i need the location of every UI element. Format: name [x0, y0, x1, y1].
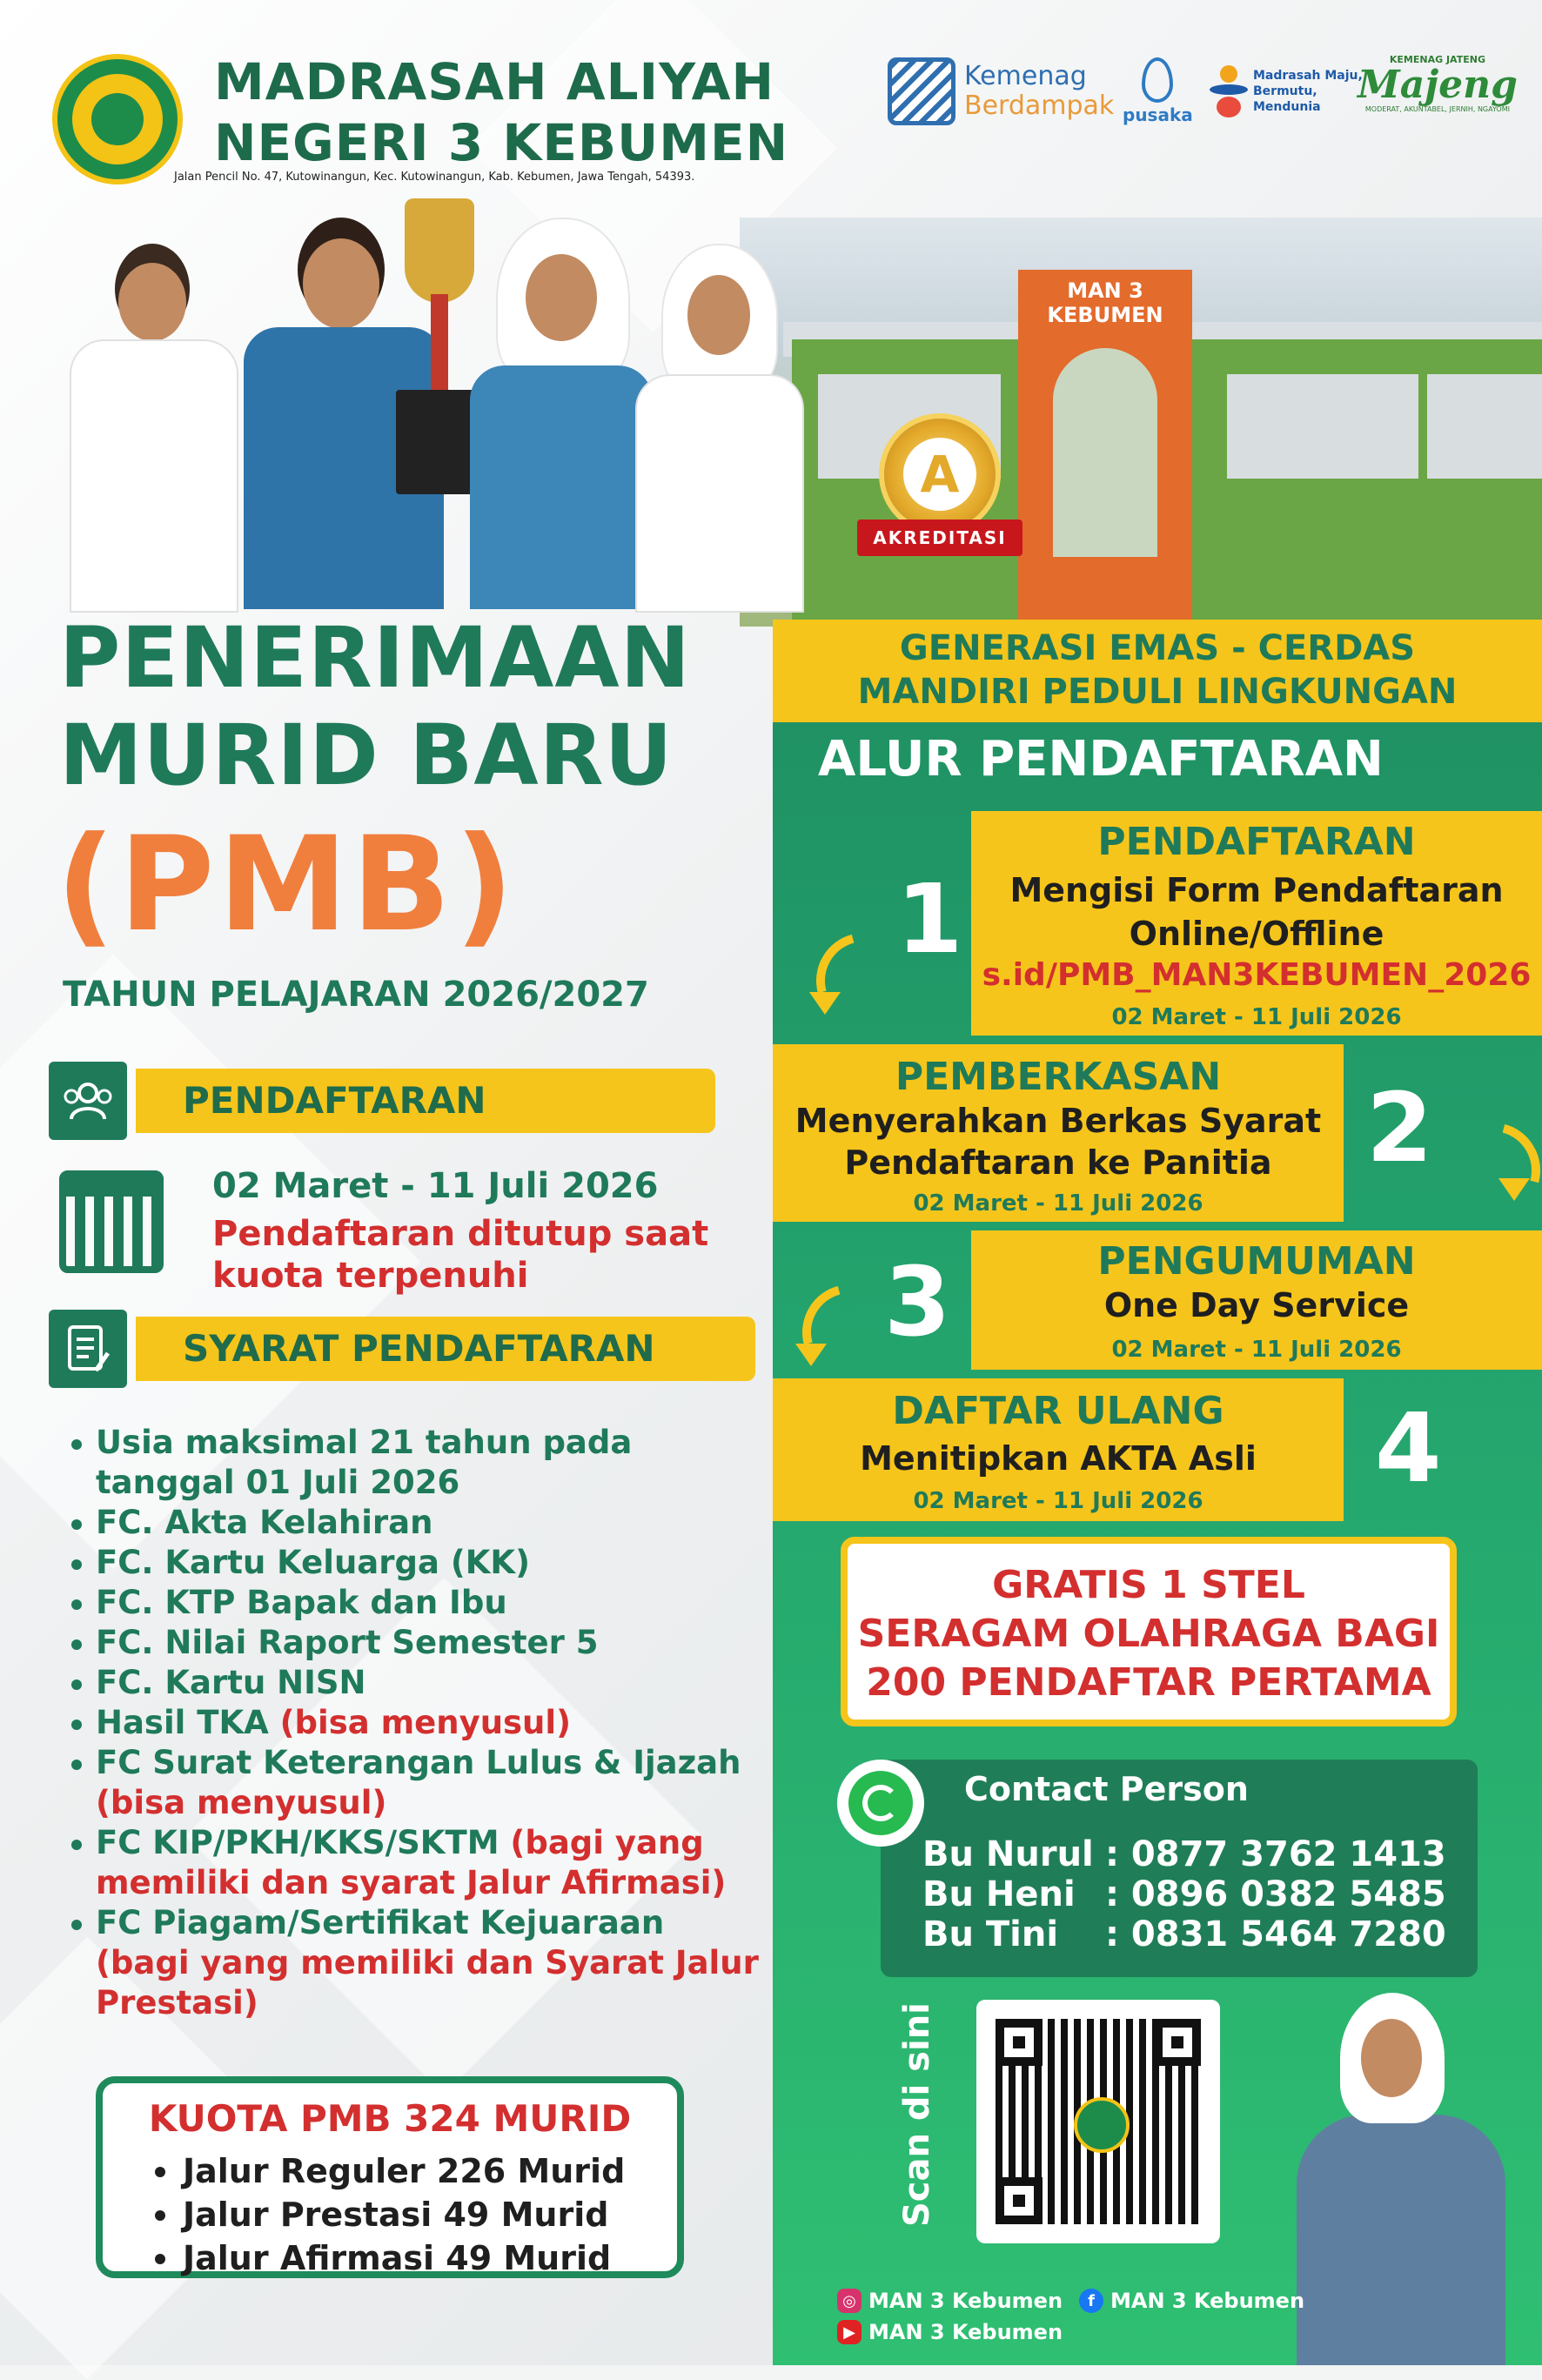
step-date: 02 Maret - 11 Juli 2026	[913, 1190, 1203, 1217]
youtube-link[interactable]	[837, 2320, 1063, 2344]
tagline-line2: MANDIRI PEDULI LINGKUNGAN	[857, 672, 1458, 712]
school-address: Jalan Pencil No. 47, Kutowinangun, Kec. Kutowinangun, Kab. Kebumen, Jawa Tengah, 54393.	[174, 171, 695, 184]
arrowhead-icon	[795, 1344, 827, 1366]
instagram-handle: MAN 3 Kebumen	[868, 2289, 1063, 2313]
list-item: FC. Kartu Keluarga (KK)	[70, 1543, 766, 1583]
step-description: Menyerahkan Berkas Syarat Pendaftaran ke Panitia	[794, 1102, 1322, 1182]
arrowhead-icon	[809, 992, 841, 1015]
accreditation-badge	[857, 413, 1022, 587]
list-item: Jalur Reguler 226 Murid	[155, 2149, 625, 2193]
list-item: Hasil TKA (bisa menyusul)	[70, 1703, 766, 1743]
list-item: FC. KTP Bapak dan Ibu	[70, 1583, 766, 1623]
list-item: FC. Kartu NISN	[70, 1663, 766, 1703]
step-title: PEMBERKASAN	[895, 1055, 1222, 1099]
instagram-icon: ◎	[837, 2289, 862, 2313]
promo-box	[841, 1537, 1457, 1726]
accreditation-ribbon: AKREDITASI	[857, 520, 1022, 556]
contact-phone: : 0877 3762 1413	[1105, 1834, 1446, 1874]
majeng-word: Majeng	[1358, 63, 1518, 107]
majeng-top-text: KEMENAG JATENG	[1389, 54, 1485, 65]
main-title-pmb: (PMB)	[56, 809, 518, 961]
promo-line2: SERAGAM OLAHRAGA BAGI	[857, 1612, 1440, 1656]
school-name-line2: NEGERI 3 KEBUMEN	[214, 113, 789, 172]
people-icon	[49, 1062, 127, 1140]
requirements-list	[70, 1423, 766, 2023]
list-item: Jalur Prestasi 49 Murid	[155, 2193, 625, 2236]
flow-step-3	[971, 1230, 1542, 1370]
flow-title: ALUR PENDAFTARAN	[818, 731, 1384, 788]
kemenag-icon	[888, 57, 955, 125]
registration-note: Pendaftaran ditutup saat kuota terpenuhi	[212, 1214, 709, 1296]
facebook-icon: f	[1079, 2289, 1103, 2313]
flow-step-2	[773, 1044, 1344, 1222]
kemenag-berdampak-logo	[888, 54, 1114, 129]
arrowhead-icon	[1498, 1178, 1530, 1201]
quota-list	[155, 2149, 625, 2280]
step-number-3: 3	[884, 1246, 951, 1358]
quota-box	[96, 2076, 684, 2278]
list-item: FC Surat Keterangan Lulus & Ijazah (bisa menyusul)	[70, 1743, 766, 1823]
scan-label: Scan di sini	[897, 2002, 937, 2227]
instagram-link[interactable]	[837, 2289, 1063, 2313]
pusaka-logo	[1123, 54, 1193, 129]
list-item: FC. Nilai Raport Semester 5	[70, 1623, 766, 1663]
youtube-handle: MAN 3 Kebumen	[868, 2320, 1063, 2344]
contact-phone: : 0896 0382 5485	[1105, 1874, 1446, 1914]
building-sign: MAN 3 KEBUMEN	[1036, 278, 1175, 331]
step-number-2: 2	[1366, 1072, 1433, 1183]
contact-phone: : 0831 5464 7280	[1105, 1914, 1446, 1954]
facebook-link[interactable]	[1079, 2289, 1304, 2313]
school-name-line1: MADRASAH ALIYAH	[214, 52, 774, 111]
step-title: DAFTAR ULANG	[892, 1389, 1224, 1433]
kemenag-text-2: Berdampak	[964, 91, 1115, 121]
main-title-line2: MURID BARU	[59, 707, 674, 804]
tagline-line1: GENERASI EMAS - CERDAS	[899, 628, 1416, 668]
facebook-handle: MAN 3 Kebumen	[1110, 2289, 1305, 2313]
step-title: PENGUMUMAN	[1097, 1239, 1416, 1284]
qr-school-logo	[1074, 2097, 1130, 2153]
step-date: 02 Maret - 11 Juli 2026	[1111, 1004, 1402, 1030]
kemenag-jateng-majeng-logo	[1358, 54, 1518, 129]
list-item: FC Piagam/Sertifikat Kejuaraan (bagi yang memiliki dan Syarat Jalur Prestasi)	[70, 1903, 766, 2023]
pusaka-text: pusaka	[1123, 104, 1193, 125]
student-pointing-photo	[1279, 1993, 1540, 2365]
whatsapp-icon	[837, 1760, 924, 1847]
contact-title: Contact Person	[964, 1770, 1249, 1808]
maju-text-2: Bermutu,	[1253, 84, 1317, 98]
contact-name: Bu Tini	[922, 1914, 1059, 1954]
list-item: Usia maksimal 21 tahun pada tanggal 01 Juli 2026	[70, 1423, 766, 1503]
school-logo	[52, 54, 183, 184]
registration-date: 02 Maret - 11 Juli 2026	[212, 1166, 659, 1206]
pusaka-drop-icon	[1142, 57, 1173, 103]
madrasah-maju-logo	[1210, 54, 1363, 129]
document-icon	[49, 1310, 127, 1388]
student-photo-3	[470, 218, 653, 609]
youtube-icon: ▶	[837, 2320, 862, 2344]
calendar-icon	[59, 1170, 164, 1273]
student-photo-1	[61, 244, 244, 609]
contact-row[interactable]	[922, 1914, 1446, 1954]
accreditation-grade: A	[903, 438, 976, 511]
promo-line1: GRATIS 1 STEL	[992, 1563, 1305, 1607]
maju-text-1: Madrasah Maju,	[1253, 69, 1363, 83]
step-date: 02 Maret - 11 Juli 2026	[1111, 1337, 1402, 1363]
list-item: FC. Akta Kelahiran	[70, 1503, 766, 1543]
qr-code[interactable]	[976, 2000, 1220, 2243]
tagline-banner	[773, 620, 1542, 722]
list-item: FC KIP/PKH/KKS/SKTM (bagi yang memiliki dan syarat Jalur Afirmasi)	[70, 1823, 766, 1903]
step-title: PENDAFTARAN	[1097, 820, 1416, 864]
step-number-1: 1	[896, 863, 963, 975]
contact-row[interactable]	[922, 1834, 1446, 1874]
step-description: Menitipkan AKTA Asli	[860, 1439, 1257, 1478]
quota-title: KUOTA PMB 324 MURID	[148, 2097, 632, 2140]
main-title-line1: PENERIMAAN	[59, 609, 691, 707]
kemenag-text-1: Kemenag	[964, 61, 1087, 91]
step-date: 02 Maret - 11 Juli 2026	[913, 1488, 1203, 1514]
maju-figure-icon	[1210, 65, 1248, 117]
flow-step-4	[773, 1378, 1344, 1521]
contact-name: Bu Heni	[922, 1874, 1076, 1914]
step-number-4: 4	[1375, 1392, 1442, 1504]
contact-name: Bu Nurul	[922, 1834, 1094, 1874]
registration-link[interactable]: s.id/PMB_MAN3KEBUMEN_2026	[982, 957, 1532, 993]
registration-section-label: PENDAFTARAN	[136, 1069, 715, 1133]
promo-line3: 200 PENDAFTAR PERTAMA	[866, 1660, 1431, 1705]
step-description: Mengisi Form Pendaftaran Online/Offline	[1009, 871, 1504, 953]
academic-year: TAHUN PELAJARAN 2026/2027	[63, 975, 649, 1015]
step-description: One Day Service	[1103, 1286, 1410, 1324]
flow-step-1	[971, 811, 1542, 1036]
requirements-section-label: SYARAT PENDAFTARAN	[136, 1317, 755, 1381]
majeng-subtitle: MODERAT, AKUNTABEL, JERNIH, NGAYOMI	[1364, 105, 1510, 113]
student-photo-4	[635, 244, 801, 609]
contact-row[interactable]	[922, 1874, 1446, 1914]
list-item: Jalur Afirmasi 49 Murid	[155, 2236, 625, 2280]
maju-text-3: Mendunia	[1253, 100, 1321, 114]
